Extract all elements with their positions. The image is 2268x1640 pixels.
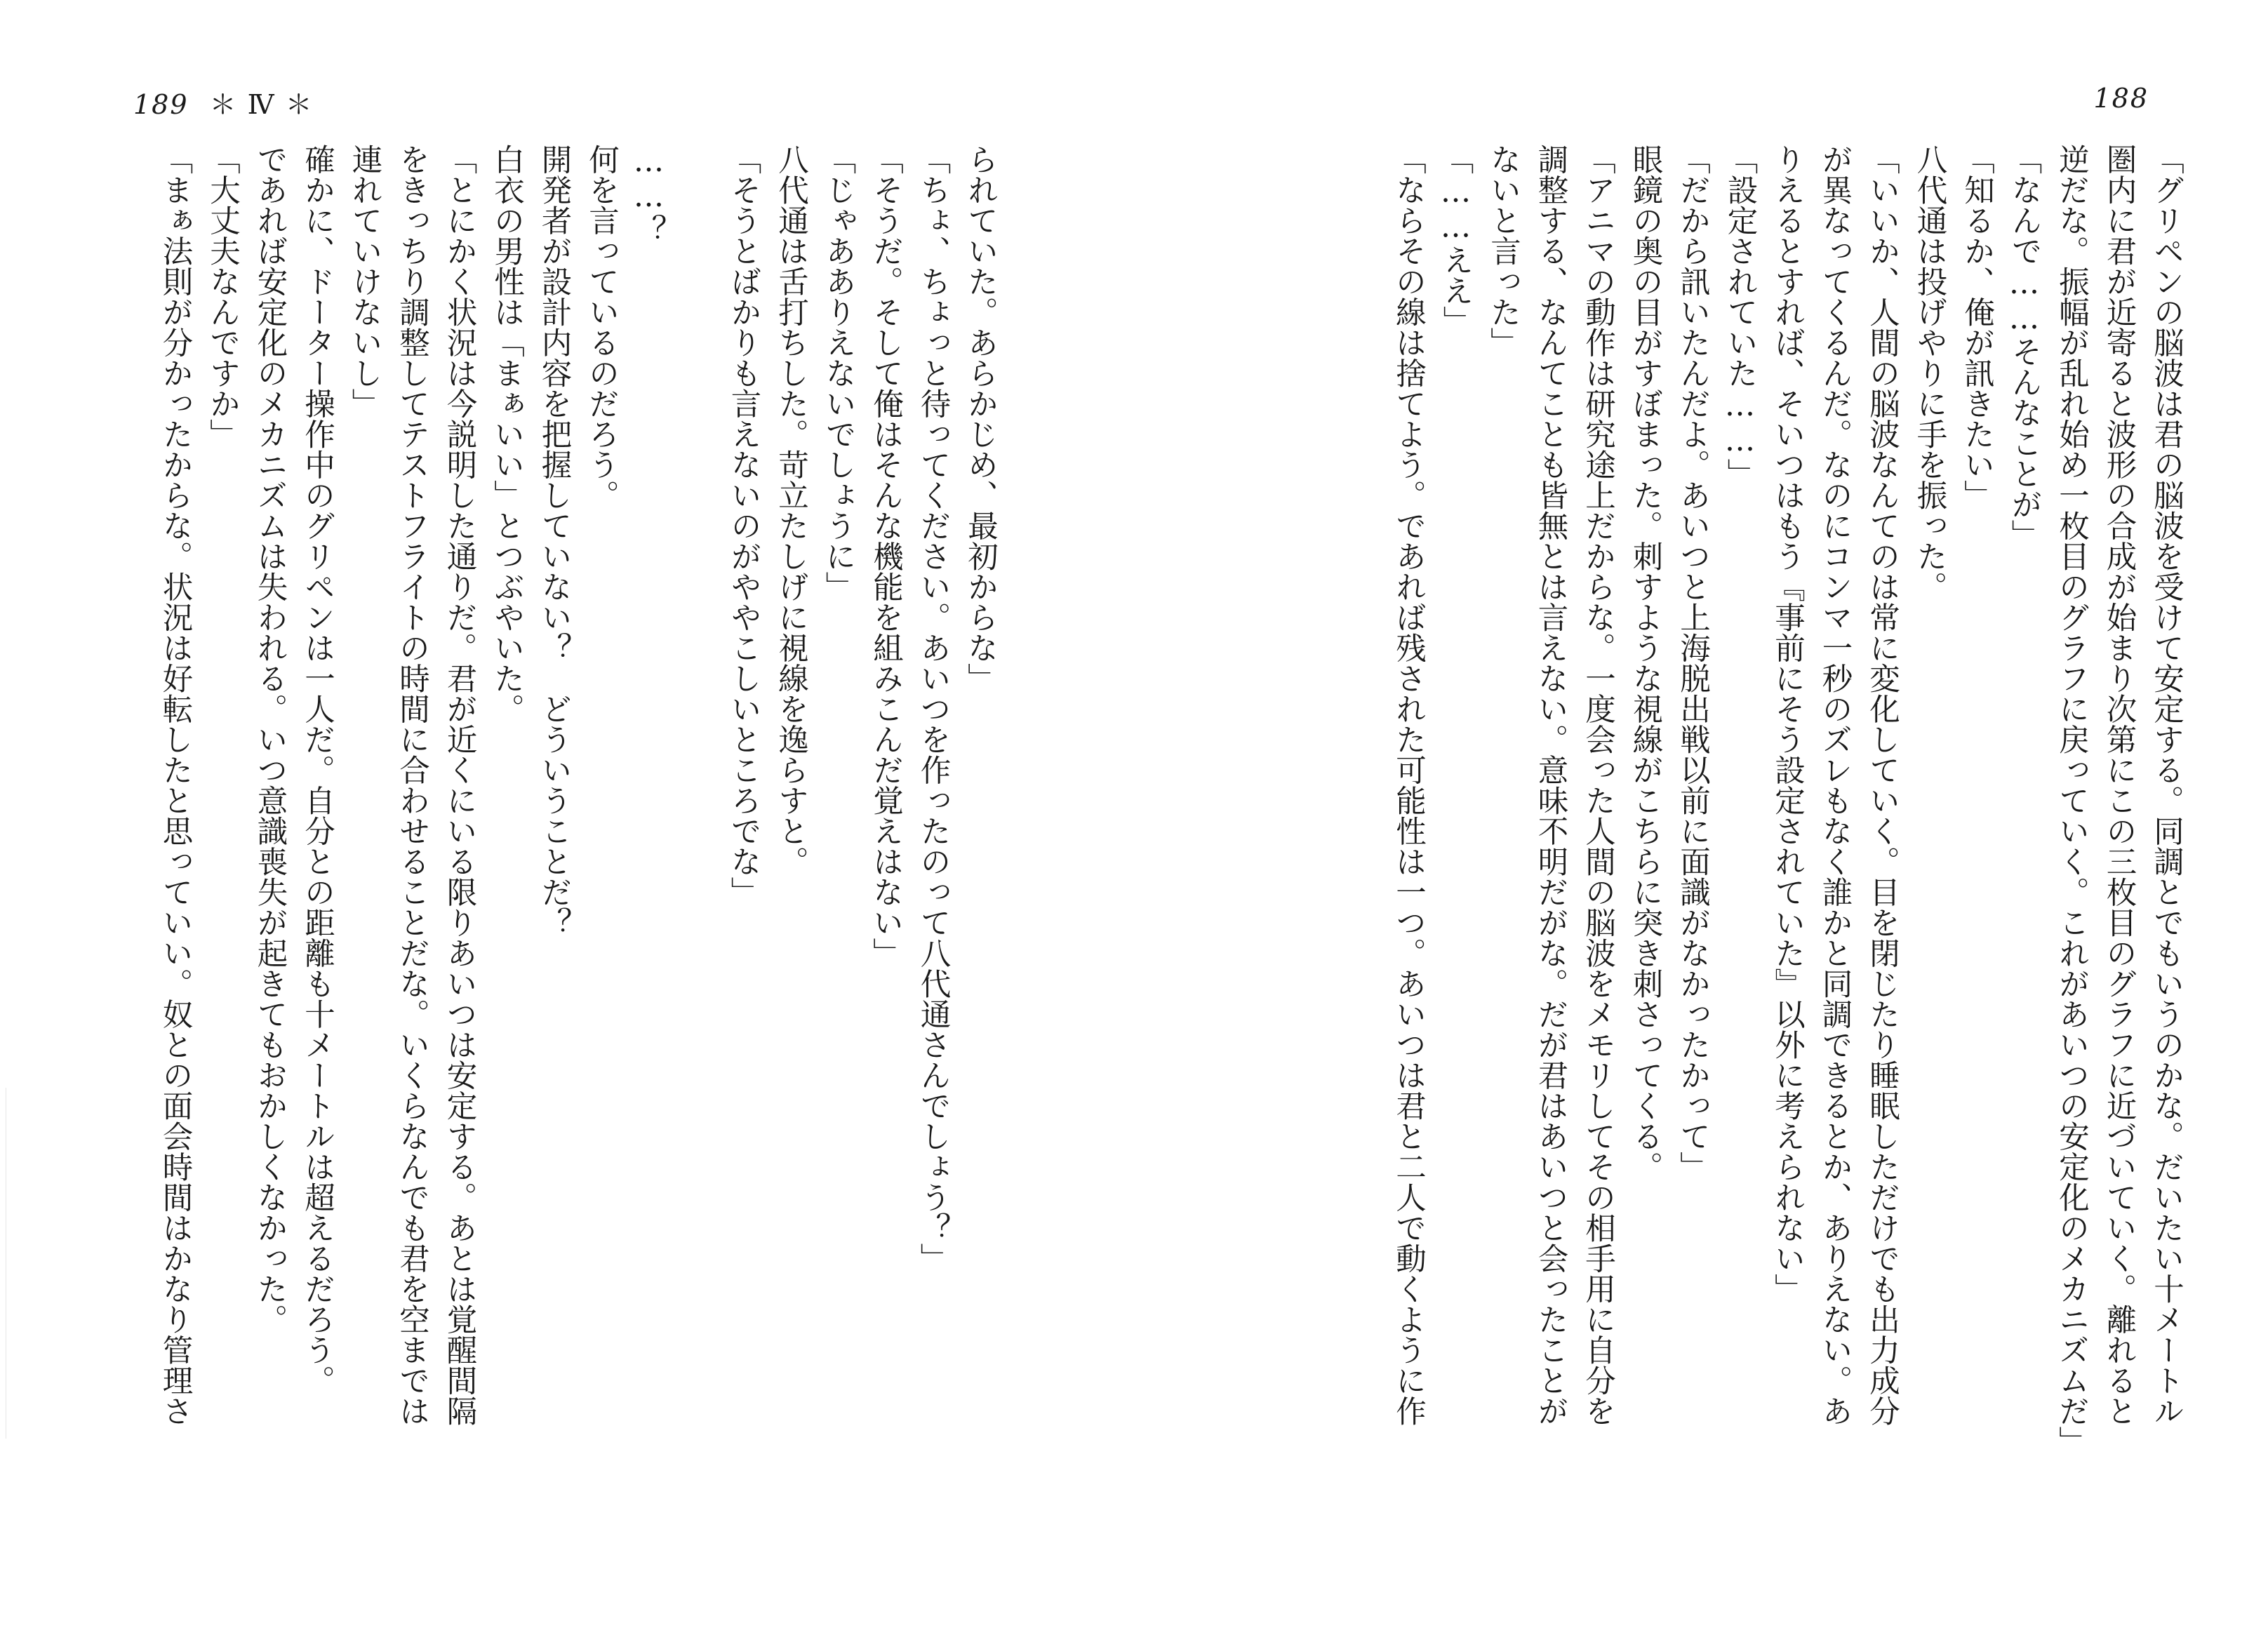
text-line: であれば安定化のメカニズムは失われる。いつ意識喪失が起きてもおかしくなかった。: [252, 144, 288, 1335]
text-line: られていた。あらかじめ、最初からな」: [963, 144, 998, 693]
right-page-number: 188: [2093, 83, 2149, 114]
text-line: 「知るか、俺が訊きたい」: [1959, 144, 1994, 510]
text-line: 確かに、ドーター操作中のグリペンは一人だ。自分との距離も十メートルは超えるだろう。: [300, 144, 335, 1396]
text-line: 「アニマの動作は研究途上だからな。一度会った人間の脳波をメモリしてその相手用に自分を: [1580, 144, 1615, 1426]
text-line: 「大丈夫なんですか」: [205, 144, 240, 449]
text-line: ないと言った」: [1486, 144, 1521, 358]
text-line: 「そうとばかりも言えないのがややこしいところでな」: [726, 144, 761, 907]
right-page-text: [1151, 144, 2189, 1519]
text-line: 「そうだ。そして俺はそんな機能を組みこんだ覚えはない」: [868, 144, 903, 968]
text-line: が異なってくるんだ。なのにコンマ一秒のズレもなく誰かと同調できるとか、ありえない。あ: [1817, 144, 1853, 1426]
text-line: 「なんで……そんなことが」: [2006, 144, 2042, 550]
text-line: 逆だな。振幅が乱れ始め一枚目のグラフに戻っていく。これがあいつの安定化のメカニズムだ」: [2054, 144, 2089, 1457]
text-line: 八代通は舌打ちした。苛立たしげに視線を逸らすと。: [773, 144, 808, 876]
text-line: 「とにかく状況は今説明した通りだ。君が近くにいる限りあいつは安定する。あとは覚醒間隔: [441, 144, 477, 1426]
text-line: 八代通は投げやりに手を振った。: [1912, 144, 1947, 602]
text-line: 白衣の男性は「まぁいい」とつぶやいた。: [489, 144, 524, 724]
left-page-text: [126, 144, 1003, 1519]
left-page-header: [133, 83, 335, 121]
left-page-number: 189: [133, 89, 189, 120]
text-line: 「……ええ」: [1438, 144, 1474, 336]
text-line: 開発者が設計内容を把握していない？ どういうことだ？: [536, 144, 572, 938]
right-page-header: [2093, 83, 2149, 114]
text-line: 眼鏡の奥の目がすぼまった。刺すような視線がこちらに突き刺さってくる。: [1627, 144, 1663, 1182]
text-line: 連れていけないし」: [347, 144, 382, 419]
text-line: 「だから訊いたんだよ。あいつと上海脱出戦以前に面識がなかったかって」: [1675, 144, 1710, 1182]
text-line: 何を言っているのだろう。: [584, 144, 619, 510]
chapter-marker: ＊ Ⅳ ＊: [209, 89, 314, 120]
text-line: 「まぁ法則が分かったからな。状況は好転したと思っていい。奴との面会時間はかなり管理さ: [157, 144, 193, 1426]
text-line: [672, 144, 720, 1519]
text-line: をきっちり調整してテストフライトの時間に合わせることだな。いくらなんでも君を空までは: [394, 144, 429, 1426]
text-line: 「グリペンの脳波は君の脳波を受けて安定する。同調とでもいうのかな。だいたい十メートル: [2149, 144, 2184, 1426]
text-line: 「じゃあありえないでしょうに」: [820, 144, 856, 602]
text-line: りえるとすれば、そいつはもう『事前にそう設定されていた』以外に考えられない」: [1770, 144, 1805, 1304]
left-page: [126, 144, 1003, 1519]
text-line: 調整する、なんてことも皆無とは言えない。意味不明だがな。だが君はあいつと会ったことが: [1533, 144, 1568, 1426]
text-line: 圏内に君が近寄ると波形の合成が始まり次第にこの三枚目のグラフに近づいていく。離れると: [2101, 144, 2137, 1426]
text-line: 「いいか、人間の脳波なんてのは常に変化していく。目を閉じたり睡眠しただけでも出力成分: [1865, 144, 1900, 1426]
text-line: 「ならその線は捨てよう。であれば残された可能性は一つ。あいつは君と二人で動くように作: [1391, 144, 1426, 1426]
right-page: [1151, 144, 2189, 1519]
text-line: ……？: [631, 144, 667, 245]
text-line: 「ちょ、ちょっと待ってください。あいつを作ったのって八代通さんでしょう？」: [915, 144, 951, 1274]
text-line: 「設定されていた……」: [1722, 144, 1758, 489]
